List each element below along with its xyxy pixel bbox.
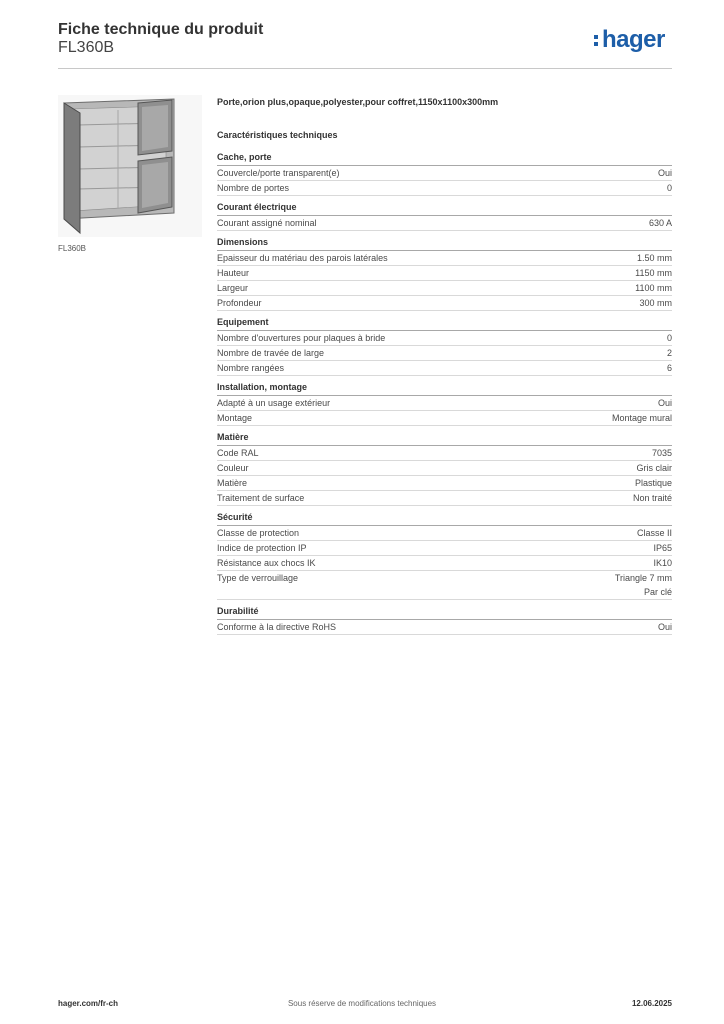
section-heading: Matière [217, 432, 672, 446]
spec-label: Indice de protection IP [217, 543, 307, 553]
specs-heading: Caractéristiques techniques [217, 130, 338, 140]
spec-section [217, 432, 672, 506]
spec-label: Hauteur [217, 268, 250, 278]
spec-value: Non traité [632, 493, 672, 503]
spec-value: 1100 mm [635, 283, 672, 293]
spec-row [217, 571, 672, 600]
spec-row [217, 461, 672, 476]
section-heading: Courant électrique [217, 202, 672, 216]
spec-value: 0 [666, 333, 672, 343]
spec-label: Couleur [217, 463, 249, 473]
spec-label: Traitement de surface [217, 493, 305, 503]
header-divider [58, 68, 672, 69]
spec-label: Couvercle/porte transparent(e) [217, 168, 340, 178]
spec-row [217, 216, 672, 231]
logo-text: hager [602, 26, 665, 53]
spec-value: IP65 [653, 543, 672, 553]
footer-notice: Sous réserve de modifications techniques [287, 999, 437, 1008]
logo-dots-icon [594, 32, 599, 49]
spec-row [217, 556, 672, 571]
spec-value: IK10 [653, 558, 672, 568]
spec-value: 1150 mm [635, 268, 672, 278]
spec-row [217, 166, 672, 181]
spec-label: Nombre de portes [217, 183, 290, 193]
spec-label: Classe de protection [217, 528, 300, 538]
spec-label: Matière [217, 478, 248, 488]
spec-value: Classe II [636, 528, 672, 538]
spec-row [217, 296, 672, 311]
spec-value: 630 A [648, 218, 672, 228]
spec-section [217, 202, 672, 231]
spec-value: 2 [666, 348, 672, 358]
spec-label: Adapté à un usage extérieur [217, 398, 331, 408]
spec-row [217, 181, 672, 196]
spec-value: Montage mural [611, 413, 672, 423]
spec-label: Code RAL [217, 448, 259, 458]
spec-section [217, 317, 672, 376]
spec-label: Nombre de travée de large [217, 348, 325, 358]
spec-label: Nombre rangées [217, 363, 285, 373]
page-title: Fiche technique du produit [58, 21, 264, 38]
spec-row [217, 396, 672, 411]
spec-row [217, 491, 672, 506]
spec-row [217, 251, 672, 266]
enclosure-photo-icon [58, 95, 202, 237]
spec-row [217, 541, 672, 556]
section-heading: Dimensions [217, 237, 672, 251]
spec-value: Triangle 7 mm Par clé [614, 573, 672, 597]
spec-value: Plastique [634, 478, 672, 488]
spec-section [217, 237, 672, 311]
spec-label: Largeur [217, 283, 249, 293]
spec-value: Oui [657, 622, 672, 632]
section-heading: Sécurité [217, 512, 672, 526]
spec-value: 7035 [651, 448, 672, 458]
spec-label: Montage [217, 413, 253, 423]
spec-row [217, 331, 672, 346]
product-reference: FL360B [58, 39, 115, 56]
hager-logo [594, 26, 665, 54]
spec-row [217, 620, 672, 635]
spec-section [217, 152, 672, 196]
spec-row [217, 526, 672, 541]
footer-date: 12.06.2025 [631, 999, 672, 1008]
section-heading: Durabilité [217, 606, 672, 620]
spec-value: 1.50 mm [636, 253, 672, 263]
spec-row [217, 266, 672, 281]
spec-row [217, 476, 672, 491]
spec-label: Nombre d'ouvertures pour plaques à bride [217, 333, 386, 343]
spec-value: 0 [666, 183, 672, 193]
footer-website[interactable]: hager.com/fr-ch [58, 999, 119, 1008]
product-description: Porte,orion plus,opaque,polyester,pour coffret,1150x1100x300mm [217, 97, 499, 107]
spec-row [217, 411, 672, 426]
spec-value: 300 mm [639, 298, 672, 308]
spec-label: Résistance aux chocs IK [217, 558, 316, 568]
spec-section [217, 606, 672, 635]
spec-section [217, 382, 672, 426]
spec-section [217, 512, 672, 600]
spec-row [217, 281, 672, 296]
spec-value: Oui [657, 168, 672, 178]
spec-label: Conforme à la directive RoHS [217, 622, 337, 632]
spec-label: Profondeur [217, 298, 262, 308]
spec-value: Gris clair [636, 463, 672, 473]
product-image [58, 95, 202, 237]
spec-label: Type de verrouillage [217, 573, 299, 583]
spec-value: 6 [666, 363, 672, 373]
spec-label: Epaisseur du matériau des parois latérales [217, 253, 388, 263]
image-caption: FL360B [58, 244, 87, 253]
section-heading: Installation, montage [217, 382, 672, 396]
spec-row [217, 446, 672, 461]
specs-table [217, 152, 672, 641]
section-heading: Equipement [217, 317, 672, 331]
section-heading: Cache, porte [217, 152, 672, 166]
spec-row [217, 361, 672, 376]
spec-row [217, 346, 672, 361]
spec-value: Oui [657, 398, 672, 408]
spec-label: Courant assigné nominal [217, 218, 317, 228]
